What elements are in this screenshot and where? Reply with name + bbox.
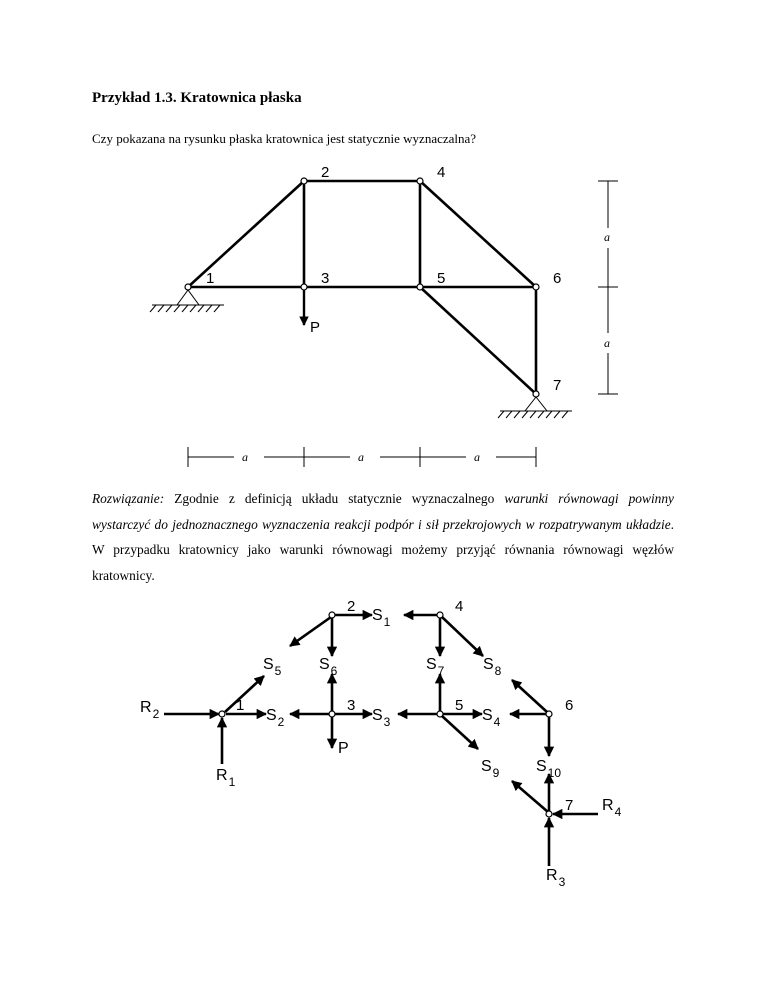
label-s6: $S_6$	[319, 656, 338, 678]
joint-3	[301, 284, 307, 290]
solution-text-1: Zgodnie z definicją układu statycznie wyznaczalnego	[164, 491, 505, 506]
fbd-node-label-1: 1	[236, 697, 245, 714]
fbd-node-label-4: 4	[455, 598, 464, 615]
joint-5	[417, 284, 423, 290]
joint-4	[417, 178, 423, 184]
node-label-3: 3	[321, 270, 330, 287]
dimension-label-h2: a	[358, 450, 364, 464]
solution-emphasis: warunki równowagi powinny wystarczyć do jednoznacznego wyznaczenia reakcji podpór i sił przekrojowych w rozpatrywanym układzie	[92, 491, 674, 532]
load-p-label: P	[310, 319, 321, 336]
label-s4: $S_4$	[482, 707, 501, 729]
node-label-5: 5	[437, 270, 446, 287]
dimension-label-h1: a	[242, 450, 248, 464]
fbd-node-label-5: 5	[455, 697, 464, 714]
arrow-s8-node6	[512, 680, 547, 712]
node-label-1: 1	[206, 270, 215, 287]
label-s8: $S_8$	[483, 656, 502, 678]
fbd-joint-4	[437, 612, 443, 618]
fbd-joint-7	[546, 811, 552, 817]
label-s9: $S_9$	[481, 758, 500, 780]
dimension-label-h3: a	[474, 450, 480, 464]
joint-2	[301, 178, 307, 184]
label-r2: $R_2$	[140, 699, 160, 721]
fbd-node-label-3: 3	[347, 697, 356, 714]
support-7	[498, 397, 572, 418]
arrow-s5-node1	[225, 676, 264, 712]
force-arrows	[164, 615, 598, 866]
dimension-label-v1: a	[604, 230, 610, 244]
label-s2: $S_2$	[266, 707, 285, 729]
fbd-joint-1	[219, 711, 225, 717]
example-heading: Przykład 1.3. Kratownica płaska	[92, 90, 302, 106]
arrow-s5-node2	[290, 617, 331, 646]
label-s7: $S_7$	[426, 656, 445, 678]
truss-members	[188, 181, 536, 394]
arrow-s8-node4	[442, 617, 483, 656]
label-s5: $S_5$	[263, 656, 282, 678]
truss-diagram	[150, 164, 618, 467]
joint-7	[533, 391, 539, 397]
label-r4: $R_4$	[602, 797, 622, 819]
node-label-2: 2	[321, 164, 330, 181]
solution-text-2: . W przypadku kratownicy jako warunki równowagi możemy przyjąć równania równowagi węzłów kratownicy.	[92, 516, 674, 583]
arrow-s9-node5	[442, 716, 478, 749]
joint-1	[185, 284, 191, 290]
dimension-vertical	[598, 181, 618, 394]
joint-6	[533, 284, 539, 290]
label-r3: $R_3$	[546, 867, 566, 889]
label-s3: $S_3$	[372, 707, 391, 729]
arrow-s9-node7	[512, 781, 548, 812]
fbd-joint-2	[329, 612, 335, 618]
free-body-diagram	[140, 598, 622, 889]
question-text: Czy pokazana na rysunku płaska kratownica jest statycznie wyznaczalna?	[92, 131, 477, 146]
fbd-node-label-6: 6	[565, 697, 574, 714]
solution-lead: Rozwiązanie:	[92, 491, 165, 506]
member-5-7	[420, 287, 536, 394]
fbd-joint-5	[437, 711, 443, 717]
node-label-4: 4	[437, 164, 446, 181]
label-r1: $R_1$	[216, 767, 236, 789]
support-1	[150, 290, 224, 312]
fbd-node-label-2: 2	[347, 598, 356, 615]
node-label-6: 6	[553, 270, 562, 287]
fbd-node-label-7: 7	[565, 797, 574, 814]
fbd-joint-3	[329, 711, 335, 717]
dimension-label-v2: a	[604, 336, 610, 350]
label-s10: $S_{10}$	[536, 758, 562, 780]
fbd-load-p-label: P	[338, 740, 349, 757]
node-label-7: 7	[553, 377, 562, 394]
label-s1: $S_1$	[372, 607, 391, 629]
fbd-joint-6	[546, 711, 552, 717]
